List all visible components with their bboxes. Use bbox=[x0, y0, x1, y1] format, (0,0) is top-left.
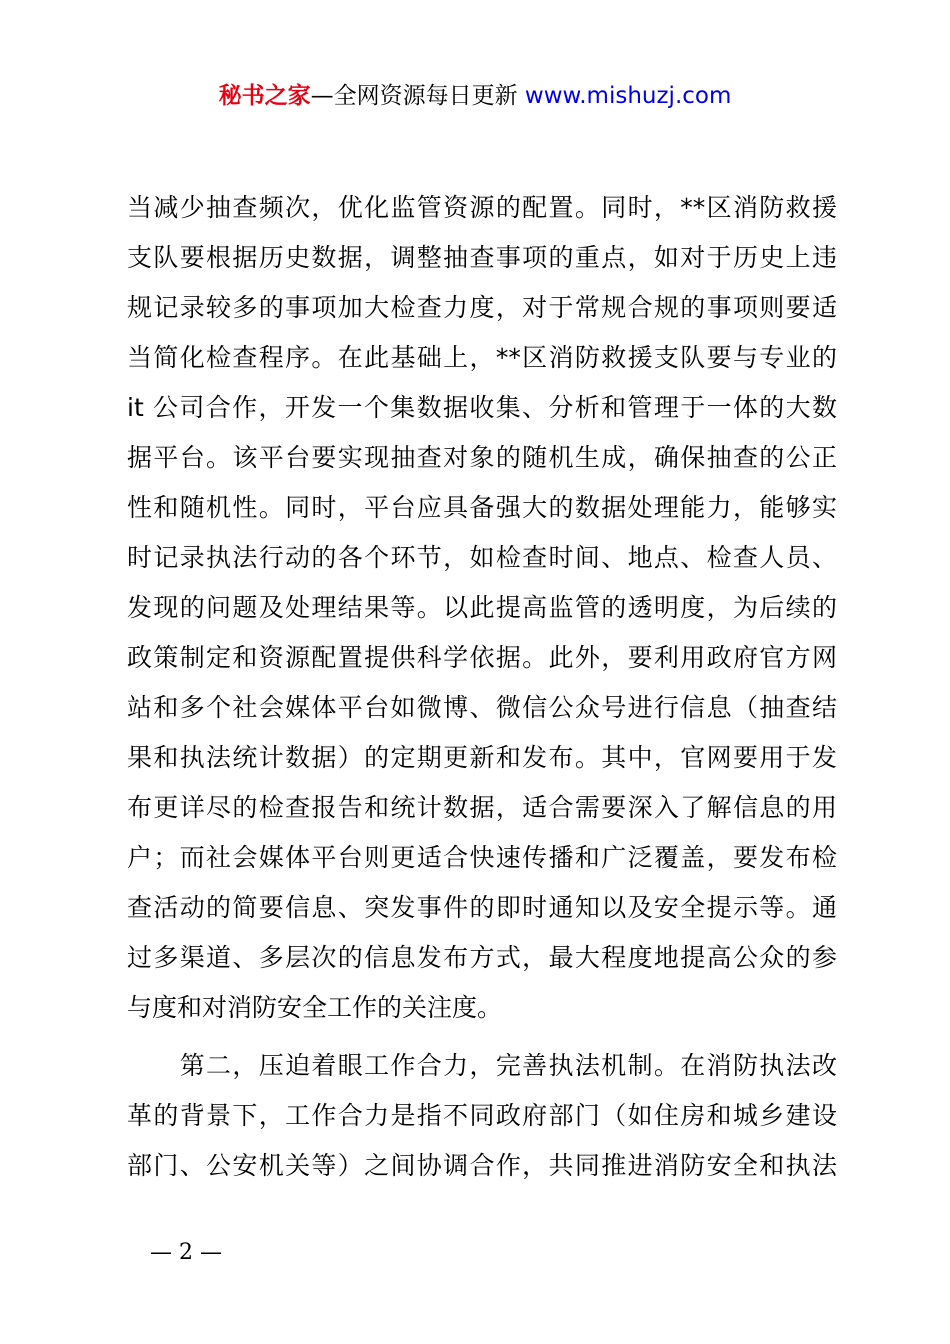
body-line: 第二，压迫着眼工作合力，完善执法机制。在消防执法改 bbox=[127, 1051, 837, 1080]
body-line: 时记录执法行动的各个环节，如检查时间、地点、检查人员、 bbox=[127, 543, 837, 572]
body-line: 据平台。该平台要实现抽查对象的随机生成，确保抽查的公正 bbox=[127, 443, 837, 472]
body-line: 户；而社会媒体平台则更适合快速传播和广泛覆盖，要发布检 bbox=[127, 843, 837, 872]
body-line: 规记录较多的事项加大检查力度，对于常规合规的事项则要适 bbox=[127, 293, 837, 322]
body-line: 性和随机性。同时，平台应具备强大的数据处理能力，能够实 bbox=[127, 493, 837, 522]
body-line: 当简化检查程序。在此基础上，**区消防救援支队要与专业的 bbox=[127, 343, 837, 372]
body-line: 查活动的简要信息、突发事件的即时通知以及安全提示等。通 bbox=[127, 893, 837, 922]
body-line: 当减少抽查频次，优化监管资源的配置。同时，**区消防救援 bbox=[127, 193, 837, 222]
body-line: 布更详尽的检查报告和统计数据，适合需要深入了解信息的用 bbox=[127, 793, 837, 822]
site-header bbox=[0, 80, 950, 112]
body-line: 发现的问题及处理结果等。以此提高监管的透明度，为后续的 bbox=[127, 593, 837, 622]
site-tagline: —全网资源每日更新 bbox=[310, 83, 525, 109]
body-line: 革的背景下，工作合力是指不同政府部门（如住房和城乡建设 bbox=[127, 1101, 837, 1130]
body-line: it 公司合作，开发一个集数据收集、分析和管理于一体的大数 bbox=[127, 393, 837, 422]
body-line: 与度和对消防安全工作的关注度。 bbox=[127, 993, 503, 1022]
body-line: 过多渠道、多层次的信息发布方式，最大程度地提高公众的参 bbox=[127, 943, 837, 972]
page-number: — 2 — bbox=[150, 1240, 222, 1265]
body-line: 政策制定和资源配置提供科学依据。此外，要利用政府官方网 bbox=[127, 643, 837, 672]
body-line: 果和执法统计数据）的定期更新和发布。其中，官网要用于发 bbox=[127, 743, 837, 772]
document-body bbox=[127, 183, 837, 1191]
body-line: 部门、公安机关等）之间协调合作，共同推进消防安全和执法 bbox=[127, 1151, 837, 1180]
body-line: 支队要根据历史数据，调整抽查事项的重点，如对于历史上违 bbox=[127, 243, 837, 272]
site-brand: 秘书之家 bbox=[218, 83, 311, 109]
site-url-link[interactable]: www.mishuzj.com bbox=[524, 83, 732, 109]
body-line: 站和多个社会媒体平台如微博、微信公众号进行信息（抽查结 bbox=[127, 693, 837, 722]
